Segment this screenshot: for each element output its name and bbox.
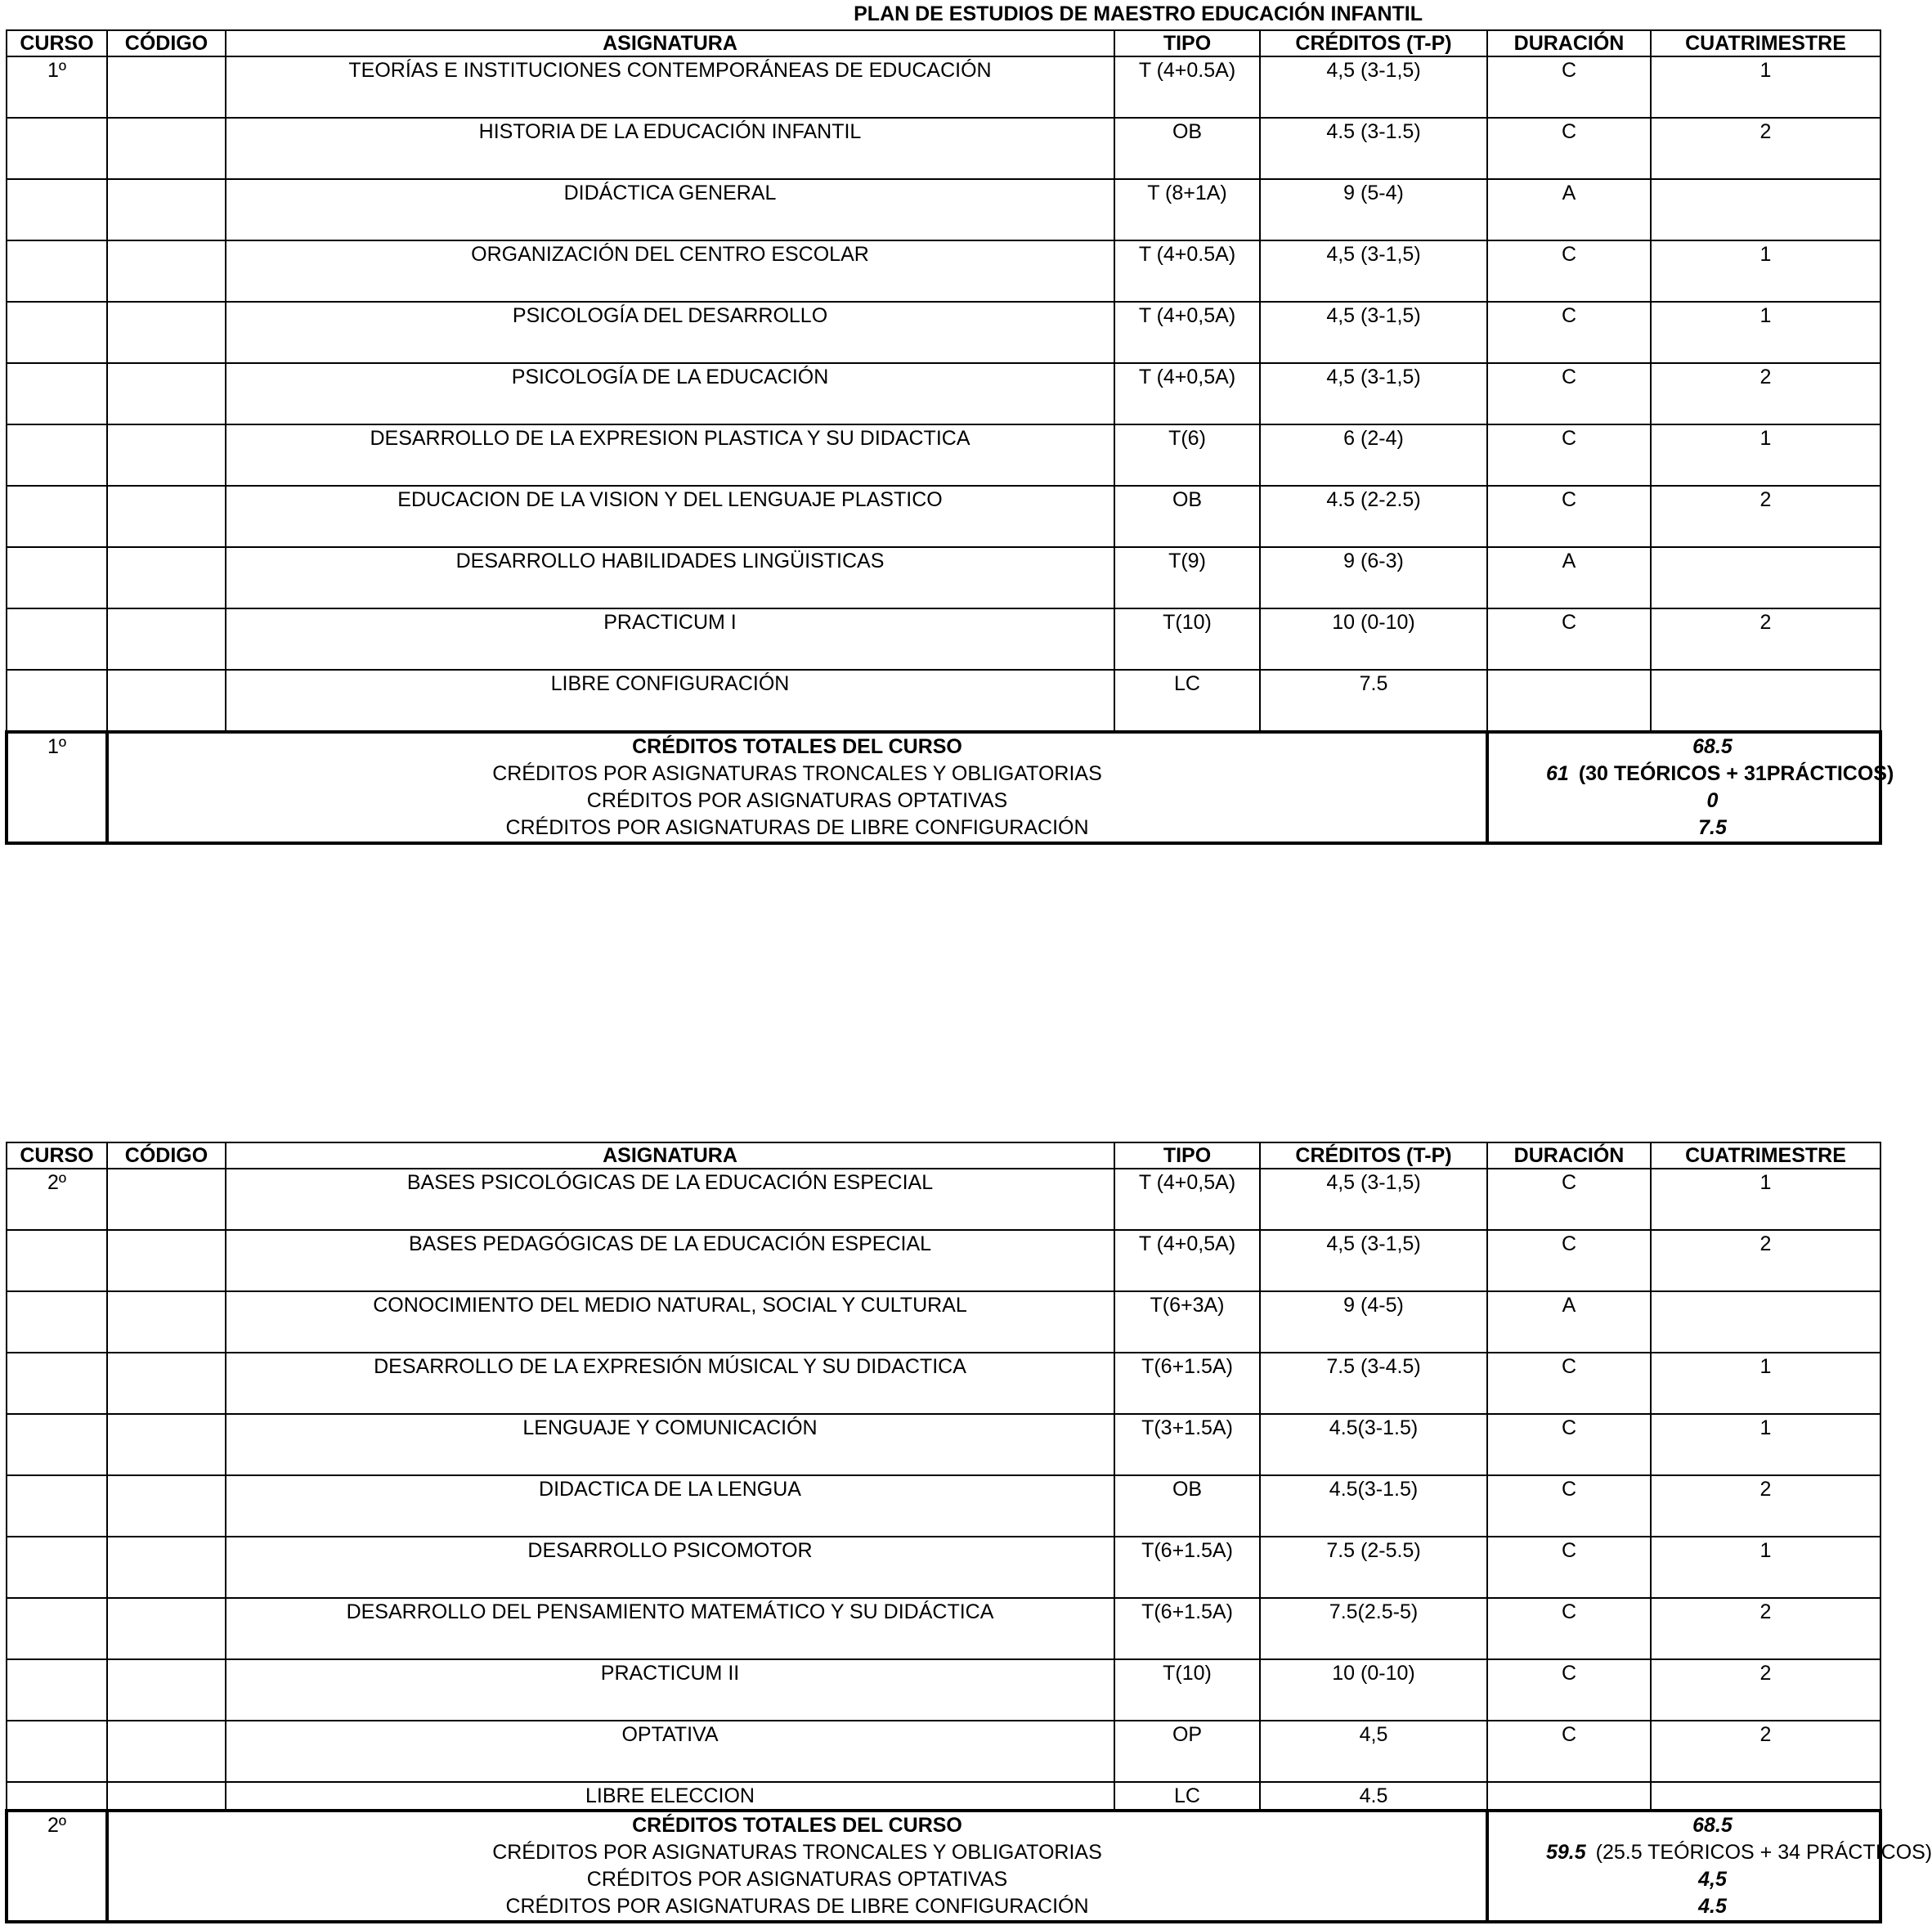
cell-cuatrimestre: [1651, 1782, 1880, 1811]
column-header: CÓDIGO: [107, 30, 226, 56]
cell-curso: [7, 1659, 107, 1721]
cell-codigo: [107, 1414, 226, 1475]
cell-creditos: 4.5 (3-1.5): [1260, 118, 1487, 179]
cell-duracion: C: [1487, 363, 1651, 424]
cell-creditos: 10 (0-10): [1260, 1659, 1487, 1721]
table-row: [7, 1353, 1880, 1414]
course-2-table: [5, 1142, 1932, 1923]
cell-cuatrimestre: 2: [1651, 363, 1880, 424]
cell-tipo: T(6+1.5A): [1114, 1537, 1260, 1598]
totals-row: [7, 1811, 1880, 1922]
table-row: [7, 302, 1880, 363]
column-header: CRÉDITOS (T-P): [1260, 1142, 1487, 1169]
cell-tipo: OB: [1114, 1475, 1260, 1537]
cell-cuatrimestre: 1: [1651, 1169, 1880, 1230]
cell-cuatrimestre: 2: [1651, 1475, 1880, 1537]
cell-curso: [7, 302, 107, 363]
cell-codigo: [107, 670, 226, 732]
cell-asignatura: DESARROLLO DEL PENSAMIENTO MATEMÁTICO Y SU DIDÁCTICA: [226, 1598, 1114, 1659]
table-row: [7, 1169, 1880, 1230]
cell-duracion: C: [1487, 1353, 1651, 1414]
cell-curso: [7, 1475, 107, 1537]
totals-value-line: [1546, 1893, 1879, 1920]
cell-curso: [7, 1353, 107, 1414]
cell-codigo: [107, 1537, 226, 1598]
cell-codigo: [107, 486, 226, 547]
cell-creditos: 6 (2-4): [1260, 424, 1487, 486]
cell-creditos: 4,5 (3-1,5): [1260, 1169, 1487, 1230]
totals-value: 68.5: [1692, 735, 1733, 758]
totals-row: [7, 732, 1880, 843]
cell-creditos: 4.5 (2-2.5): [1260, 486, 1487, 547]
cell-curso: [7, 1291, 107, 1353]
totals-value-line: [1546, 788, 1879, 815]
cell-tipo: T (4+0.5A): [1114, 240, 1260, 302]
cell-duracion: C: [1487, 1598, 1651, 1659]
table-row: [7, 1721, 1880, 1782]
cell-codigo: [107, 1291, 226, 1353]
cell-curso: [7, 1537, 107, 1598]
cell-tipo: T (4+0.5A): [1114, 56, 1260, 118]
cell-curso: [7, 547, 107, 608]
totals-value-line: [1546, 1866, 1879, 1893]
table-row: [7, 608, 1880, 670]
cell-duracion: C: [1487, 1414, 1651, 1475]
cell-asignatura: LIBRE CONFIGURACIÓN: [226, 670, 1114, 732]
header-row: [7, 30, 1880, 56]
cell-curso: [7, 424, 107, 486]
cell-duracion: C: [1487, 424, 1651, 486]
cell-duracion: C: [1487, 486, 1651, 547]
cell-cuatrimestre: 2: [1651, 1598, 1880, 1659]
totals-value-line: [1546, 734, 1879, 761]
totals-value: 59.5: [1546, 1841, 1586, 1864]
cell-tipo: T(10): [1114, 1659, 1260, 1721]
cell-duracion: C: [1487, 1475, 1651, 1537]
table-row: [7, 1414, 1880, 1475]
cell-tipo: T(6+1.5A): [1114, 1598, 1260, 1659]
column-header: CÓDIGO: [107, 1142, 226, 1169]
cell-curso: 1º: [7, 56, 107, 118]
cell-creditos: 9 (4-5): [1260, 1291, 1487, 1353]
cell-cuatrimestre: 1: [1651, 1414, 1880, 1475]
totals-curso: 2º: [7, 1811, 107, 1922]
cell-curso: [7, 1782, 107, 1811]
cell-duracion: C: [1487, 608, 1651, 670]
cell-curso: [7, 1598, 107, 1659]
cell-codigo: [107, 1659, 226, 1721]
cell-codigo: [107, 1230, 226, 1291]
totals-label: CRÉDITOS POR ASIGNATURAS TRONCALES Y OBLIGATORIAS: [492, 762, 1102, 785]
cell-asignatura: EDUCACION DE LA VISION Y DEL LENGUAJE PLASTICO: [226, 486, 1114, 547]
table-row: [7, 1230, 1880, 1291]
cell-curso: [7, 1230, 107, 1291]
cell-cuatrimestre: [1651, 179, 1880, 240]
cell-codigo: [107, 1353, 226, 1414]
column-header: TIPO: [1114, 1142, 1260, 1169]
cell-cuatrimestre: 2: [1651, 1721, 1880, 1782]
column-header: CURSO: [7, 1142, 107, 1169]
cell-asignatura: BASES PSICOLÓGICAS DE LA EDUCACIÓN ESPECIAL: [226, 1169, 1114, 1230]
cell-codigo: [107, 363, 226, 424]
cell-curso: [7, 363, 107, 424]
cell-tipo: OB: [1114, 486, 1260, 547]
cell-curso: [7, 118, 107, 179]
totals-label: CRÉDITOS POR ASIGNATURAS DE LIBRE CONFIGURACIÓN: [505, 816, 1089, 839]
cell-creditos: 4,5 (3-1,5): [1260, 363, 1487, 424]
cell-cuatrimestre: 2: [1651, 486, 1880, 547]
totals-value: 61: [1546, 762, 1569, 785]
cell-creditos: 4,5: [1260, 1721, 1487, 1782]
cell-curso: [7, 1721, 107, 1782]
table-row: [7, 1537, 1880, 1598]
cell-duracion: [1487, 670, 1651, 732]
totals-value: 68.5: [1692, 1814, 1733, 1837]
cell-codigo: [107, 302, 226, 363]
totals-note: (30 TEÓRICOS + 31PRÁCTICOS): [1578, 762, 1894, 785]
cell-codigo: [107, 424, 226, 486]
cell-codigo: [107, 1475, 226, 1537]
table-row: [7, 240, 1880, 302]
cell-creditos: 4,5 (3-1,5): [1260, 302, 1487, 363]
totals-values: [1487, 1811, 1932, 1922]
totals-labels: [107, 1811, 1487, 1922]
table-row: [7, 1475, 1880, 1537]
cell-asignatura: DESARROLLO DE LA EXPRESION PLASTICA Y SU DIDACTICA: [226, 424, 1114, 486]
cell-asignatura: OPTATIVA: [226, 1721, 1114, 1782]
cell-cuatrimestre: [1651, 547, 1880, 608]
cell-duracion: A: [1487, 1291, 1651, 1353]
page-title: PLAN DE ESTUDIOS DE MAESTRO EDUCACIÓN INFANTIL: [854, 2, 1423, 25]
cell-asignatura: HISTORIA DE LA EDUCACIÓN INFANTIL: [226, 118, 1114, 179]
totals-value: 4.5: [1698, 1895, 1727, 1918]
cell-asignatura: DESARROLLO PSICOMOTOR: [226, 1537, 1114, 1598]
cell-cuatrimestre: [1651, 670, 1880, 732]
column-header: DURACIÓN: [1487, 1142, 1651, 1169]
cell-duracion: C: [1487, 56, 1651, 118]
table-row: [7, 486, 1880, 547]
table-row: [7, 670, 1880, 732]
cell-creditos: 4,5 (3-1,5): [1260, 240, 1487, 302]
cell-asignatura: DESARROLLO HABILIDADES LINGÜISTICAS: [226, 547, 1114, 608]
totals-label: CRÉDITOS POR ASIGNATURAS TRONCALES Y OBLIGATORIAS: [492, 1841, 1102, 1864]
column-header: CUATRIMESTRE: [1651, 30, 1880, 56]
cell-codigo: [107, 1782, 226, 1811]
cell-creditos: 4,5 (3-1,5): [1260, 56, 1487, 118]
cell-curso: 2º: [7, 1169, 107, 1230]
cell-creditos: 7.5(2.5-5): [1260, 1598, 1487, 1659]
cell-curso: [7, 179, 107, 240]
cell-duracion: C: [1487, 1169, 1651, 1230]
cell-codigo: [107, 118, 226, 179]
cell-cuatrimestre: 2: [1651, 608, 1880, 670]
cell-tipo: T(9): [1114, 547, 1260, 608]
cell-duracion: [1487, 1782, 1651, 1811]
cell-creditos: 9 (5-4): [1260, 179, 1487, 240]
cell-asignatura: DIDÁCTICA GENERAL: [226, 179, 1114, 240]
totals-label: CRÉDITOS POR ASIGNATURAS OPTATIVAS: [586, 1868, 1008, 1891]
column-header: CRÉDITOS (T-P): [1260, 30, 1487, 56]
header-row: [7, 1142, 1880, 1169]
cell-creditos: 4.5(3-1.5): [1260, 1414, 1487, 1475]
totals-value: 0: [1706, 789, 1719, 812]
cell-codigo: [107, 608, 226, 670]
cell-tipo: T(6): [1114, 424, 1260, 486]
cell-asignatura: DESARROLLO DE LA EXPRESIÓN MÚSICAL Y SU DIDACTICA: [226, 1353, 1114, 1414]
cell-cuatrimestre: 2: [1651, 1230, 1880, 1291]
cell-tipo: T(6+3A): [1114, 1291, 1260, 1353]
cell-tipo: T(6+1.5A): [1114, 1353, 1260, 1414]
cell-curso: [7, 608, 107, 670]
totals-value-line: [1546, 1839, 1932, 1866]
cell-duracion: C: [1487, 1721, 1651, 1782]
table-row: [7, 363, 1880, 424]
cell-tipo: T (4+0,5A): [1114, 1230, 1260, 1291]
totals-label: CRÉDITOS POR ASIGNATURAS DE LIBRE CONFIGURACIÓN: [505, 1895, 1089, 1918]
cell-asignatura: CONOCIMIENTO DEL MEDIO NATURAL, SOCIAL Y CULTURAL: [226, 1291, 1114, 1353]
table-row: [7, 1291, 1880, 1353]
column-header: CUATRIMESTRE: [1651, 1142, 1880, 1169]
cell-tipo: OB: [1114, 118, 1260, 179]
cell-curso: [7, 486, 107, 547]
cell-creditos: 7.5: [1260, 670, 1487, 732]
table-row: [7, 1782, 1880, 1811]
column-header: DURACIÓN: [1487, 30, 1651, 56]
cell-asignatura: BASES PEDAGÓGICAS DE LA EDUCACIÓN ESPECIAL: [226, 1230, 1114, 1291]
cell-codigo: [107, 547, 226, 608]
table-row: [7, 1598, 1880, 1659]
cell-tipo: T (4+0,5A): [1114, 302, 1260, 363]
cell-tipo: T (4+0,5A): [1114, 1169, 1260, 1230]
cell-creditos: 4,5 (3-1,5): [1260, 1230, 1487, 1291]
totals-curso: 1º: [7, 732, 107, 843]
cell-tipo: T(10): [1114, 608, 1260, 670]
cell-asignatura: LENGUAJE Y COMUNICACIÓN: [226, 1414, 1114, 1475]
column-header: CURSO: [7, 30, 107, 56]
cell-asignatura: TEORÍAS E INSTITUCIONES CONTEMPORÁNEAS DE EDUCACIÓN: [226, 56, 1114, 118]
totals-label: CRÉDITOS TOTALES DEL CURSO: [632, 735, 962, 758]
cell-asignatura: PSICOLOGÍA DE LA EDUCACIÓN: [226, 363, 1114, 424]
totals-values: [1487, 732, 1894, 843]
cell-curso: [7, 240, 107, 302]
cell-codigo: [107, 240, 226, 302]
table-row: [7, 1659, 1880, 1721]
table-row: [7, 547, 1880, 608]
cell-duracion: A: [1487, 547, 1651, 608]
cell-cuatrimestre: 1: [1651, 56, 1880, 118]
column-header: ASIGNATURA: [226, 30, 1114, 56]
cell-duracion: C: [1487, 1659, 1651, 1721]
cell-duracion: C: [1487, 1230, 1651, 1291]
cell-codigo: [107, 179, 226, 240]
cell-cuatrimestre: 2: [1651, 1659, 1880, 1721]
cell-asignatura: ORGANIZACIÓN DEL CENTRO ESCOLAR: [226, 240, 1114, 302]
table-row: [7, 424, 1880, 486]
cell-cuatrimestre: 1: [1651, 240, 1880, 302]
cell-creditos: 10 (0-10): [1260, 608, 1487, 670]
cell-tipo: OP: [1114, 1721, 1260, 1782]
cell-tipo: LC: [1114, 1782, 1260, 1811]
cell-cuatrimestre: 2: [1651, 118, 1880, 179]
cell-duracion: C: [1487, 240, 1651, 302]
course-1-table: [5, 29, 1894, 845]
cell-cuatrimestre: [1651, 1291, 1880, 1353]
cell-curso: [7, 1414, 107, 1475]
totals-label: CRÉDITOS TOTALES DEL CURSO: [632, 1814, 962, 1837]
cell-cuatrimestre: 1: [1651, 1353, 1880, 1414]
cell-creditos: 7.5 (2-5.5): [1260, 1537, 1487, 1598]
cell-cuatrimestre: 1: [1651, 1537, 1880, 1598]
table-row: [7, 56, 1880, 118]
cell-tipo: T(3+1.5A): [1114, 1414, 1260, 1475]
cell-codigo: [107, 1169, 226, 1230]
totals-value-line: [1546, 761, 1894, 788]
cell-curso: [7, 670, 107, 732]
cell-creditos: 7.5 (3-4.5): [1260, 1353, 1487, 1414]
cell-asignatura: PSICOLOGÍA DEL DESARROLLO: [226, 302, 1114, 363]
column-header: TIPO: [1114, 30, 1260, 56]
cell-codigo: [107, 1598, 226, 1659]
cell-duracion: C: [1487, 1537, 1651, 1598]
cell-asignatura: PRACTICUM I: [226, 608, 1114, 670]
cell-duracion: C: [1487, 118, 1651, 179]
cell-asignatura: LIBRE ELECCION: [226, 1782, 1114, 1811]
cell-creditos: 4.5: [1260, 1782, 1487, 1811]
cell-tipo: T (8+1A): [1114, 179, 1260, 240]
cell-creditos: 9 (6-3): [1260, 547, 1487, 608]
totals-value: 7.5: [1698, 816, 1727, 839]
cell-duracion: C: [1487, 302, 1651, 363]
cell-asignatura: DIDACTICA DE LA LENGUA: [226, 1475, 1114, 1537]
totals-label: CRÉDITOS POR ASIGNATURAS OPTATIVAS: [586, 789, 1008, 812]
totals-labels: [107, 732, 1487, 843]
cell-cuatrimestre: 1: [1651, 302, 1880, 363]
table-row: [7, 179, 1880, 240]
column-header: ASIGNATURA: [226, 1142, 1114, 1169]
cell-tipo: T (4+0,5A): [1114, 363, 1260, 424]
table-row: [7, 118, 1880, 179]
totals-note: (25.5 TEÓRICOS + 34 PRÁCTICOS): [1595, 1841, 1932, 1864]
cell-cuatrimestre: 1: [1651, 424, 1880, 486]
cell-codigo: [107, 1721, 226, 1782]
cell-creditos: 4.5(3-1.5): [1260, 1475, 1487, 1537]
cell-tipo: LC: [1114, 670, 1260, 732]
cell-asignatura: PRACTICUM II: [226, 1659, 1114, 1721]
totals-value: 4,5: [1698, 1868, 1727, 1891]
cell-duracion: A: [1487, 179, 1651, 240]
cell-codigo: [107, 56, 226, 118]
totals-value-line: [1546, 1812, 1879, 1839]
totals-value-line: [1546, 815, 1879, 842]
